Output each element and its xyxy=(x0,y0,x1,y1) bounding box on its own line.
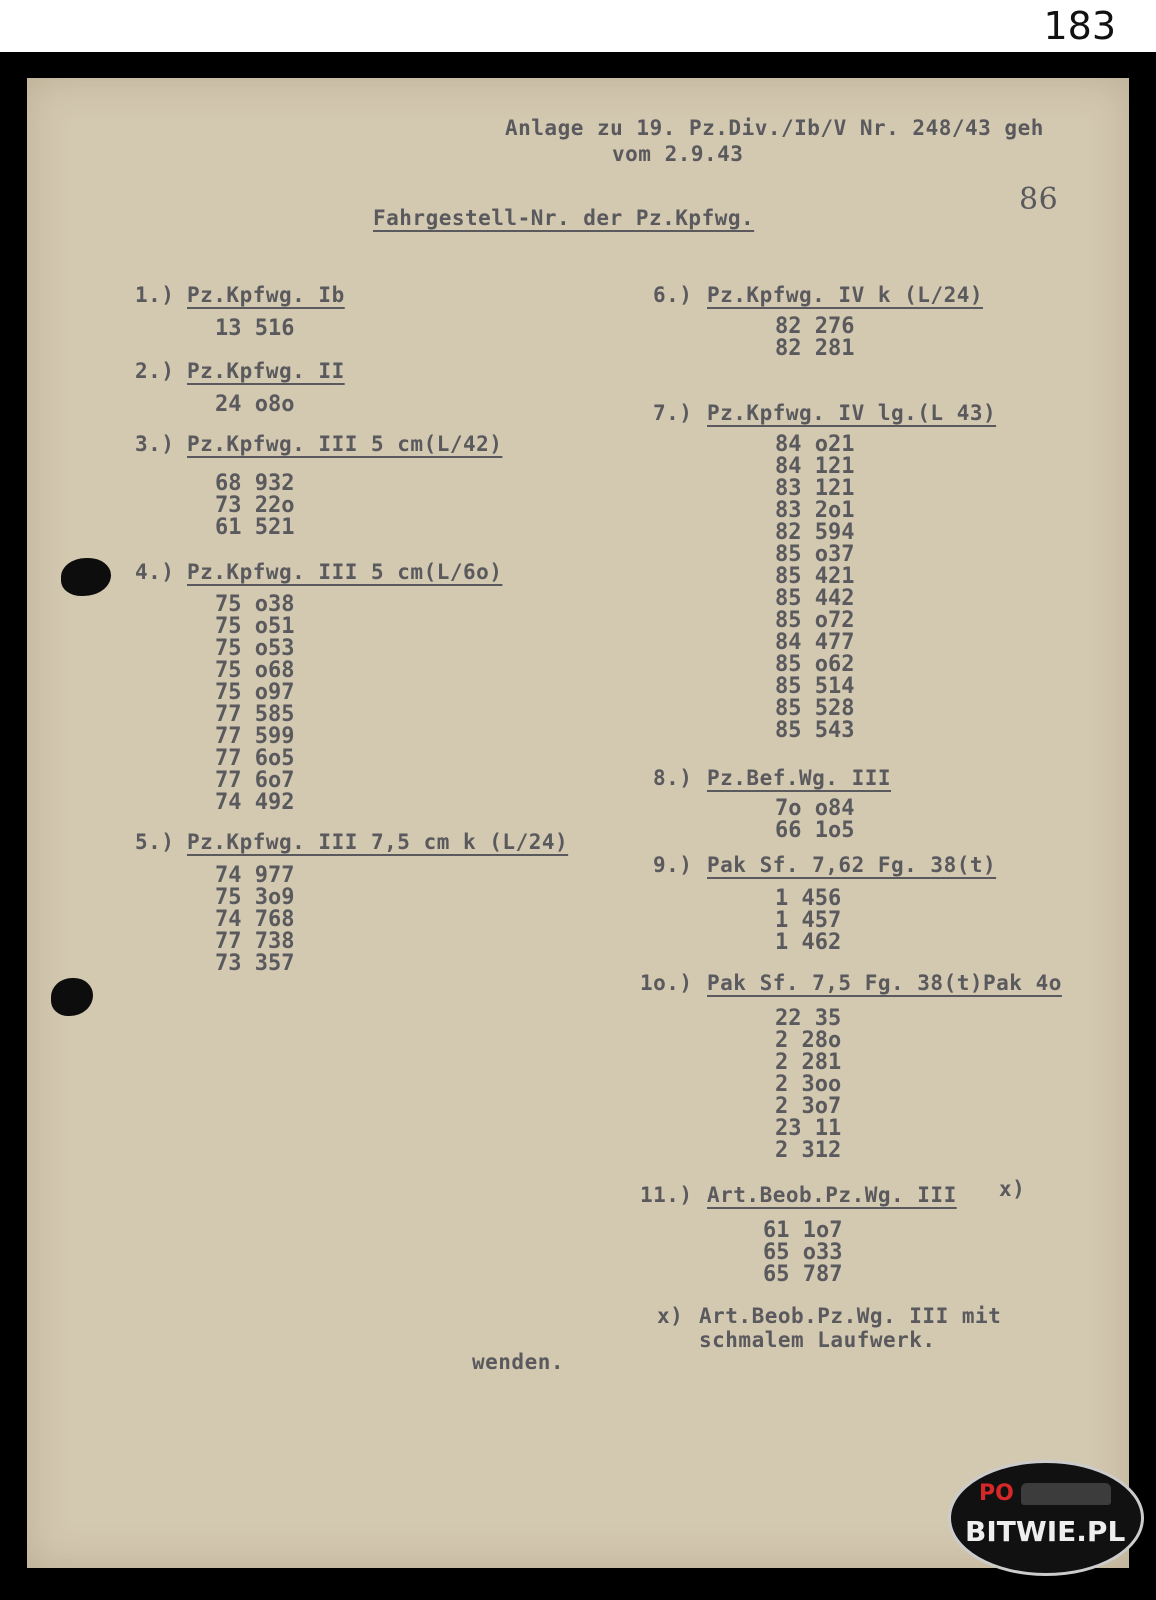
chassis-number-list xyxy=(775,316,854,360)
chassis-number: 1 462 xyxy=(775,930,842,955)
chassis-number: 84 o21 xyxy=(775,432,855,457)
section-number: 4.) xyxy=(135,560,175,584)
chassis-number: 2 312 xyxy=(775,1138,842,1163)
logo-text-bottom: BITWIE.PL xyxy=(965,1515,1126,1548)
chassis-number: 75 o51 xyxy=(215,614,295,639)
chassis-number-list xyxy=(775,798,854,842)
page-number: 183 xyxy=(1043,4,1116,48)
chassis-number: 74 977 xyxy=(215,863,295,888)
section-heading: Pz.Kpfwg. IV k (L/24) xyxy=(707,283,984,307)
section-heading: Art.Beob.Pz.Wg. III xyxy=(707,1183,957,1207)
chassis-number-list xyxy=(215,473,294,539)
section-number: 7.) xyxy=(653,401,693,425)
folio-number: 86 xyxy=(1019,182,1059,217)
section-heading: Pz.Kpfwg. IV lg.(L 43) xyxy=(707,401,997,425)
section-heading: Pz.Bef.Wg. III xyxy=(707,766,892,790)
chassis-number: 85 514 xyxy=(775,674,855,699)
chassis-number: 65 787 xyxy=(763,1262,843,1287)
chassis-number: 1 457 xyxy=(775,908,842,933)
chassis-number-list xyxy=(775,888,841,954)
chassis-number: 84 477 xyxy=(775,630,855,655)
chassis-number: 77 6o5 xyxy=(215,746,295,771)
chassis-number: 85 421 xyxy=(775,564,855,589)
logo-text-top: PO xyxy=(979,1481,1014,1506)
chassis-number: 7o o84 xyxy=(775,796,855,821)
chassis-number: 61 521 xyxy=(215,515,295,540)
chassis-number-list xyxy=(775,1008,841,1162)
tank-icon xyxy=(1021,1483,1111,1505)
chassis-number-list xyxy=(763,1220,842,1286)
chassis-number-list xyxy=(215,318,294,340)
chassis-number-list xyxy=(215,394,294,416)
chassis-number: 83 2o1 xyxy=(775,498,855,523)
section-number: 1.) xyxy=(135,283,175,307)
ink-blot xyxy=(51,978,93,1016)
page-number-bar xyxy=(0,0,1156,52)
footnote-line-2: schmalem Laufwerk. xyxy=(699,1328,936,1352)
chassis-number: 77 6o7 xyxy=(215,768,295,793)
chassis-number: 85 o62 xyxy=(775,652,855,677)
chassis-number: 2 281 xyxy=(775,1050,842,1075)
header-line-1: Anlage zu 19. Pz.Div./Ib/V Nr. 248/43 geh xyxy=(505,116,1044,140)
chassis-number: 75 3o9 xyxy=(215,885,295,910)
chassis-number: 66 1o5 xyxy=(775,818,855,843)
chassis-number: 74 768 xyxy=(215,907,295,932)
section-heading: Pz.Kpfwg. III 5 cm(L/6o) xyxy=(187,560,503,584)
chassis-number: 2 28o xyxy=(775,1028,842,1053)
section-heading: Pz.Kpfwg. III 7,5 cm k (L/24) xyxy=(187,830,569,854)
chassis-number: 75 o68 xyxy=(215,658,295,683)
chassis-number: 84 121 xyxy=(775,454,855,479)
chassis-number: 2 3oo xyxy=(775,1072,842,1097)
section-number: 1o.) xyxy=(640,971,693,995)
header-line-2: vom 2.9.43 xyxy=(612,142,744,166)
chassis-number: 75 o38 xyxy=(215,592,295,617)
chassis-number: 68 932 xyxy=(215,471,295,496)
chassis-number: 73 357 xyxy=(215,951,295,976)
ink-blot xyxy=(61,558,111,596)
chassis-number: 77 585 xyxy=(215,702,295,727)
chassis-number: 85 543 xyxy=(775,718,855,743)
chassis-number: 24 o8o xyxy=(215,392,295,417)
chassis-number-list xyxy=(775,434,854,742)
section-heading: Pak Sf. 7,62 Fg. 38(t) xyxy=(707,853,997,877)
chassis-number: 74 492 xyxy=(215,790,295,815)
chassis-number: 77 738 xyxy=(215,929,295,954)
document-title: Fahrgestell-Nr. der Pz.Kpfwg. xyxy=(373,206,755,230)
footnote-mark: x) xyxy=(657,1304,684,1328)
chassis-number: 85 442 xyxy=(775,586,855,611)
chassis-number-list xyxy=(215,865,294,975)
chassis-number: 13 516 xyxy=(215,316,295,341)
chassis-number: 77 599 xyxy=(215,724,295,749)
chassis-number: 1 456 xyxy=(775,886,842,911)
section-number: 5.) xyxy=(135,830,175,854)
chassis-number: 65 o33 xyxy=(763,1240,843,1265)
section-number: 6.) xyxy=(653,283,693,307)
section-heading: Pz.Kpfwg. II xyxy=(187,359,345,383)
document-page xyxy=(27,78,1129,1568)
chassis-number: 75 o53 xyxy=(215,636,295,661)
chassis-number: 23 11 xyxy=(775,1116,842,1141)
section-number: 8.) xyxy=(653,766,693,790)
section-number: 3.) xyxy=(135,432,175,456)
section-heading: Pz.Kpfwg. III 5 cm(L/42) xyxy=(187,432,503,456)
section-number: 9.) xyxy=(653,853,693,877)
chassis-number: 85 o37 xyxy=(775,542,855,567)
section-footnote-mark: x) xyxy=(999,1177,1026,1201)
chassis-number: 82 281 xyxy=(775,336,855,361)
footnote-line-1: Art.Beob.Pz.Wg. III mit xyxy=(699,1304,1002,1328)
chassis-number: 85 o72 xyxy=(775,608,855,633)
section-number: 11.) xyxy=(640,1183,693,1207)
turn-page-note: wenden. xyxy=(472,1350,565,1374)
watermark-logo xyxy=(948,1460,1144,1576)
chassis-number: 75 o97 xyxy=(215,680,295,705)
chassis-number: 73 22o xyxy=(215,493,295,518)
chassis-number: 82 276 xyxy=(775,314,855,339)
section-heading: Pak Sf. 7,5 Fg. 38(t)Pak 4o xyxy=(707,971,1062,995)
chassis-number: 82 594 xyxy=(775,520,855,545)
chassis-number: 2 3o7 xyxy=(775,1094,842,1119)
section-heading: Pz.Kpfwg. Ib xyxy=(187,283,345,307)
chassis-number: 61 1o7 xyxy=(763,1218,843,1243)
chassis-number-list xyxy=(215,594,294,814)
chassis-number: 83 121 xyxy=(775,476,855,501)
chassis-number: 85 528 xyxy=(775,696,855,721)
chassis-number: 22 35 xyxy=(775,1006,842,1031)
section-number: 2.) xyxy=(135,359,175,383)
